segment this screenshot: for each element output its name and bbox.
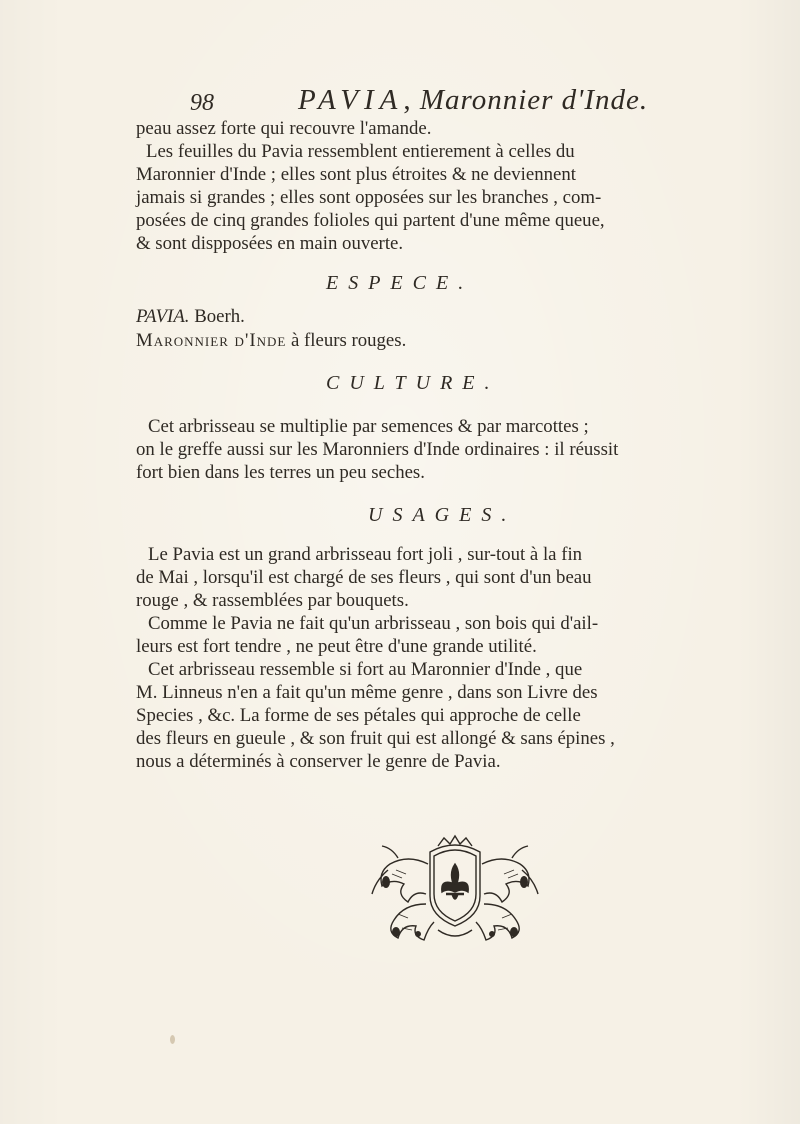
species-entry-maronnier [136, 330, 406, 352]
text-line: Cet arbrisseau ressemble si fort au Maronnier d'Inde , que [148, 659, 583, 680]
species-author: Boerh. [194, 306, 245, 327]
text-line: Cet arbrisseau se multiplie par semences & par marcottes ; [148, 416, 589, 437]
text-line: de Mai , lorsqu'il est chargé de ses fleurs , qui sont d'un beau [136, 567, 592, 588]
text-line: rouge , & rassemblées par bouquets. [136, 590, 409, 611]
section-heading-culture: CULTURE. [326, 372, 500, 394]
species-entry-pavia [136, 306, 245, 328]
paper-stain [170, 1035, 175, 1044]
running-header [190, 84, 710, 118]
text-line: posées de cinq grandes folioles qui partent d'une même queue, [136, 210, 605, 231]
text-line: nous a déterminés à conserver le genre de Pavia. [136, 751, 501, 772]
text-line [146, 141, 684, 163]
ornament-graphic [368, 834, 542, 944]
page-number: 98 [190, 90, 214, 116]
text-line: des fleurs en gueule , & son fruit qui est allongé & sans épines , [136, 728, 615, 749]
text-line: Comme le Pavia ne fait qu'un arbrisseau , son bois qui d'ail- [148, 613, 599, 634]
running-title [298, 84, 648, 117]
section-heading-espece: ESPECE. [326, 272, 474, 294]
text-line: fort bien dans les terres un peu seches. [136, 462, 425, 483]
text-line: peau assez forte qui recouvre l'amande. [136, 118, 432, 139]
running-title-french: Maronnier d'Inde. [419, 84, 649, 116]
species-latin-name: PAVIA. [136, 306, 190, 327]
text-line: Maronnier d'Inde ; elles sont plus étroites & ne deviennent [136, 164, 576, 185]
text-line: & sont dispposées en main ouverte. [136, 233, 404, 254]
fleur-de-lis-ornament [368, 834, 542, 944]
text-line: leurs est fort tendre , ne peut être d'une grande utilité. [136, 636, 537, 657]
text-line: Species , &c. La forme de ses pétales qui approche de celle [136, 705, 581, 726]
text-line: M. Linneus n'en a fait qu'un même genre , dans son Livre des [136, 682, 598, 703]
section-heading-usages: USAGES. [368, 504, 517, 526]
text-line: Le Pavia est un grand arbrisseau fort joli , sur-tout à la fin [148, 544, 583, 565]
text-line: jamais si grandes ; elles sont opposées sur les branches , com- [136, 187, 602, 208]
running-title-separator: , [403, 84, 412, 116]
text-line-content: Les feuilles du Pavia ressemblent entierement à celles du [146, 141, 575, 162]
text-line: on le greffe aussi sur les Maronniers d'Inde ordinaires : il réussit [136, 439, 619, 460]
running-title-latin: PAVIA [298, 84, 404, 116]
species-description: à fleurs rouges. [291, 330, 407, 351]
species-common-name: Maronnier d'Inde [136, 330, 287, 351]
